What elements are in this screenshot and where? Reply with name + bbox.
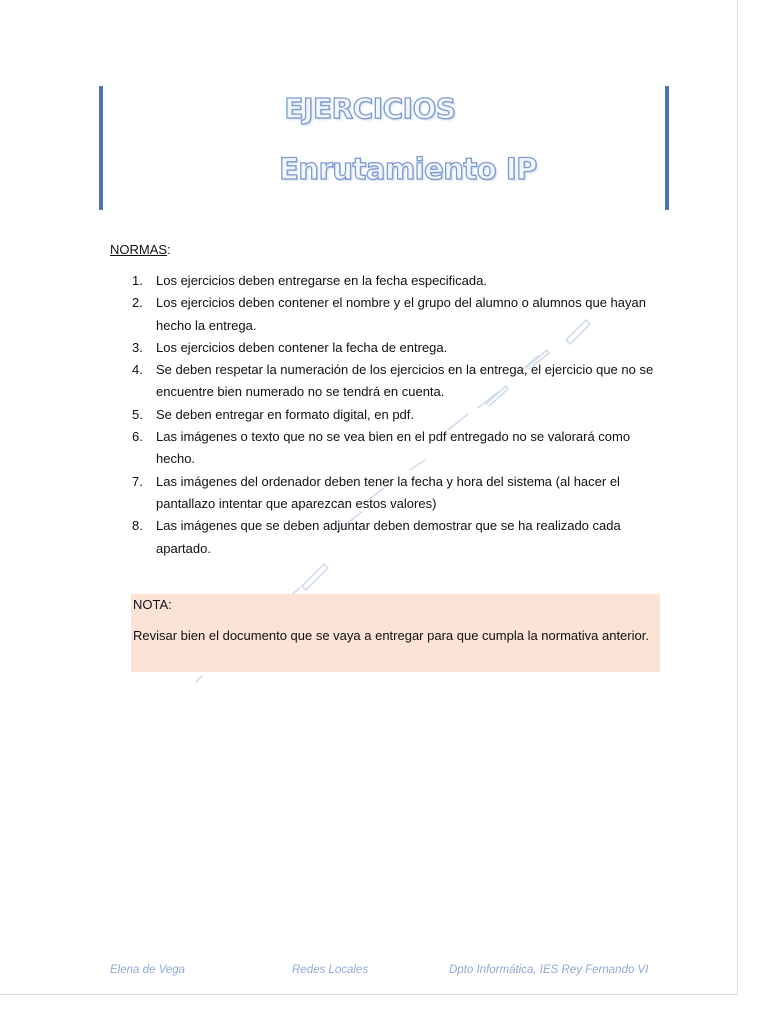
title-frame [99,86,669,210]
note-title: NOTA: [133,597,172,612]
rule-item [132,292,661,337]
rule-text: Las imágenes o texto que no se vea bien en el pdf entregado no se valorará como hecho. [156,429,631,467]
rule-text: Se deben respetar la numeración de los ejercicios en la entrega, el ejercicio que no se encuentre bien numerado no se tendrá en cuenta. [156,362,654,400]
rule-number: 6. [132,429,143,445]
rule-item [132,359,661,404]
rules-heading-label: NORMAS [110,242,168,257]
rules-heading-colon: : [167,242,171,257]
footer-department: Dpto Informática, IES Rey Fernando VI [449,964,649,976]
footer-author: Elena de Vega [110,964,186,976]
rule-number: 3. [132,339,143,355]
note-text: Revisar bien el documento que se vaya a entregar para que cumpla la normativa anterior. [133,628,649,643]
rule-item [132,426,661,471]
rule-number: 2. [132,295,143,311]
rule-text: Los ejercicios deben contener el nombre y el grupo del alumno o alumnos que hayan hecho la entrega. [156,295,646,333]
rule-item [132,337,661,359]
rule-number: 5. [132,406,143,422]
document-subtitle: Enrutamiento IP [279,152,537,186]
rules-list [132,270,661,560]
rule-number: 7. [132,473,143,489]
rule-text: Los ejercicios deben entregarse en la fecha especificada. [156,273,487,288]
rule-item [132,515,661,560]
rule-text: Se deben entregar en formato digital, en pdf. [156,406,415,422]
rule-text: Las imágenes del ordenador deben tener la fecha y hora del sistema (al hacer el pantallazo intentar que aparezcan estos valores) [156,473,620,511]
rule-item [132,270,661,292]
rules-heading [110,242,171,257]
note-box [131,594,660,672]
rule-number: 1. [132,273,143,288]
rule-number: 4. [132,362,143,378]
rule-text: Las imágenes que se deben adjuntar deben demostrar que se ha realizado cada apartado. [156,518,621,556]
rule-number: 8. [132,518,143,534]
document-title: EJERCICIOS [284,92,456,125]
rule-text: Los ejercicios deben contener la fecha de entrega. [156,339,448,355]
rule-item [132,471,661,516]
footer-subject: Redes Locales [292,964,369,976]
rule-item [132,404,661,426]
